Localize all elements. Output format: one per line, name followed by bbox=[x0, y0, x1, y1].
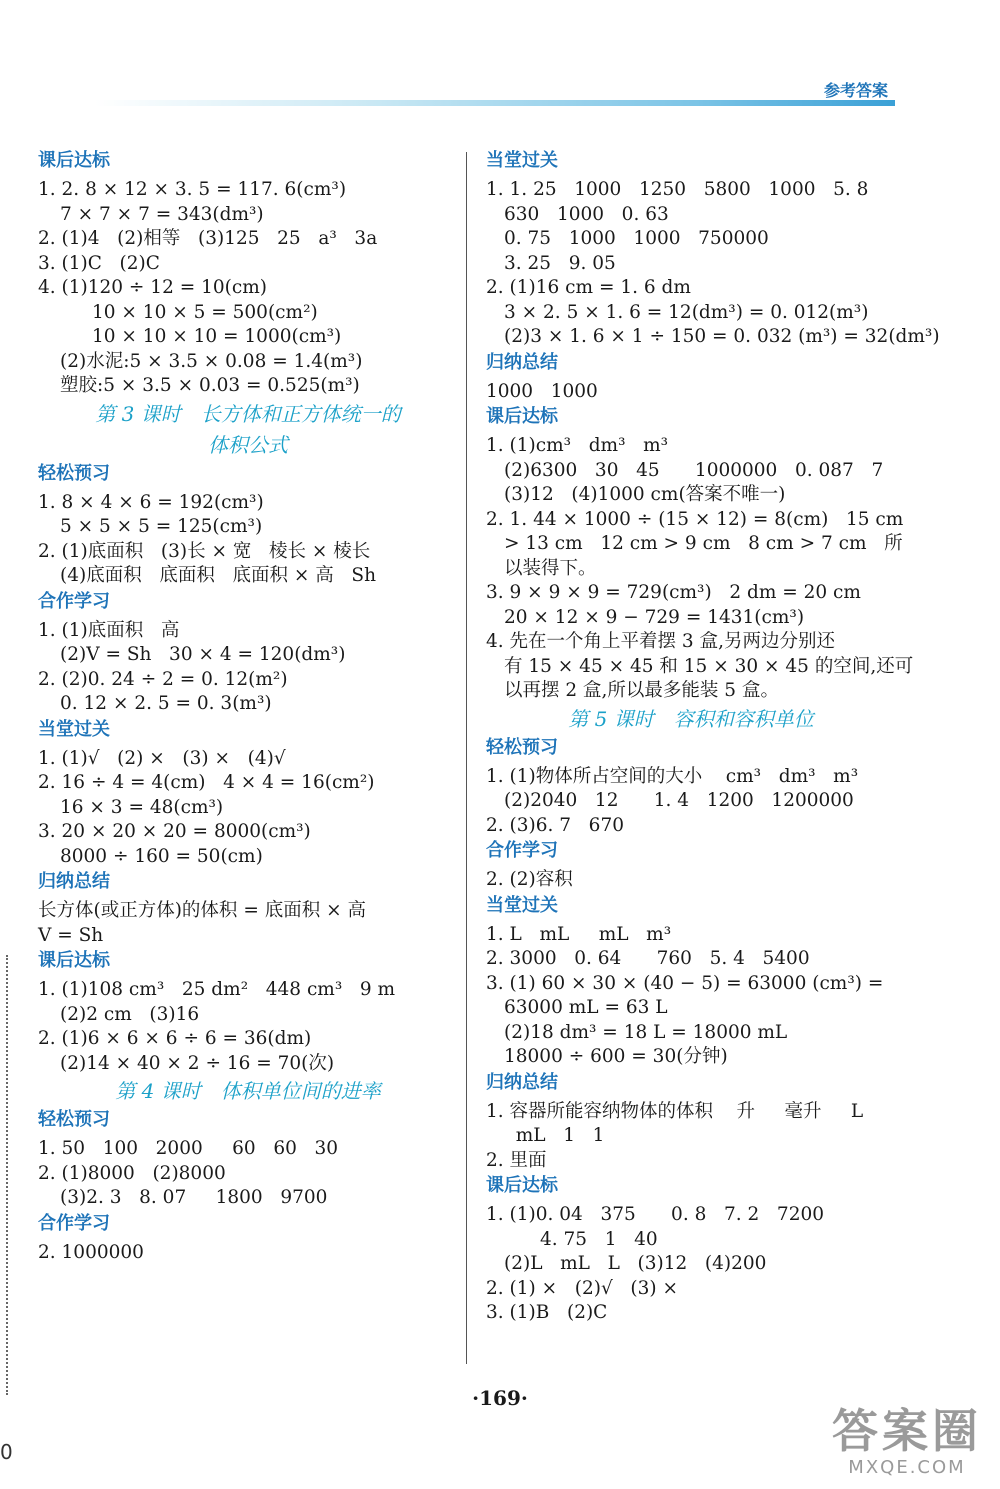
answer-line: 3. (1) 60 × 30 × (40 − 5) = 63000 (cm³) = bbox=[486, 972, 884, 994]
section-heading: 当堂过关 bbox=[486, 894, 558, 916]
answer-line: 1. (1)108 cm³ 25 dm² 448 cm³ 9 m bbox=[38, 979, 396, 1000]
answer-line: 1. (1)cm³ dm³ m³ bbox=[486, 435, 669, 456]
answer-line: (2)18 dm³ = 18 L = 18000 mL bbox=[504, 1021, 788, 1043]
answer-line: 2. (1)4 (2)相等 (3)125 25 a³ 3a bbox=[38, 228, 378, 249]
answer-line: 2. (1)底面积 (3)长 × 宽 棱长 × 棱长 bbox=[38, 540, 371, 562]
answer-line: 20 × 12 × 9 − 729 = 1431(cm³) bbox=[504, 606, 805, 628]
answer-line: (2)6300 30 45 1000000 0. 087 7 bbox=[504, 459, 884, 481]
answer-line: 2. (2)容积 bbox=[486, 869, 573, 890]
answer-line: 1. (1)√ (2) × (3) × (4)√ bbox=[38, 747, 286, 769]
answer-line: 1. 容器所能容纳物体的体积 升 毫升 L bbox=[486, 1100, 864, 1122]
answer-line: (2)3 × 1. 6 × 1 ÷ 150 = 0. 032 (m³) = 32(dm³) bbox=[504, 326, 940, 347]
section-heading: 轻松预习 bbox=[38, 462, 110, 484]
answer-line: (3)2. 3 8. 07 1800 9700 bbox=[60, 1187, 328, 1208]
section-heading: 当堂过关 bbox=[486, 150, 558, 171]
answer-line: 2. (1)6 × 6 × 6 ÷ 6 = 36(dm) bbox=[38, 1028, 312, 1049]
answer-line: 3. 25 9. 05 bbox=[504, 252, 616, 274]
answer-line: 10 × 10 × 5 = 500(cm²) bbox=[92, 301, 318, 323]
answer-line: 630 1000 0. 63 bbox=[504, 203, 669, 225]
section-heading: 课后达标 bbox=[486, 406, 558, 427]
section-heading: 合作学习 bbox=[38, 590, 110, 612]
answer-line: 2. (1)8000 (2)8000 bbox=[38, 1162, 226, 1184]
answer-line: (2)V = Sh 30 × 4 = 120(dm³) bbox=[60, 644, 346, 665]
section-heading: 课后达标 bbox=[38, 150, 110, 171]
answer-line: 8000 ÷ 160 = 50(cm) bbox=[60, 845, 263, 867]
answer-line: 2. (1) × (2)√ (3) × bbox=[486, 1277, 678, 1299]
answer-line: 1. 2. 8 × 12 × 3. 5 = 117. 6(cm³) bbox=[38, 179, 347, 200]
answer-line: 16 × 3 = 48(cm³) bbox=[60, 796, 224, 818]
answer-line: 0. 75 1000 1000 750000 bbox=[504, 228, 769, 249]
answer-line: 10 × 10 × 10 = 1000(cm³) bbox=[92, 326, 342, 347]
answer-line: 2. 里面 bbox=[486, 1149, 547, 1171]
answer-line: 以装得下。 bbox=[504, 557, 597, 579]
answer-line: 2. 16 ÷ 4 = 4(cm) 4 × 4 = 16(cm²) bbox=[38, 772, 375, 793]
answer-line: 4. 75 1 40 bbox=[540, 1228, 658, 1250]
answer-line: (2)14 × 40 × 2 ÷ 16 = 70(次) bbox=[60, 1052, 335, 1074]
lesson-title: 第 5 课时 容积和容积单位 bbox=[568, 706, 814, 731]
answer-line: (2)2 cm (3)16 bbox=[60, 1003, 200, 1025]
answer-line: 1. 50 100 2000 60 60 30 bbox=[38, 1138, 339, 1159]
section-heading: 轻松预习 bbox=[486, 736, 558, 758]
answer-line: 4. (1)120 ÷ 12 = 10(cm) bbox=[38, 277, 267, 298]
answer-line: 18000 ÷ 600 = 30(分钟) bbox=[504, 1046, 728, 1067]
answer-line: 2. (3)6. 7 670 bbox=[486, 814, 624, 836]
section-heading: 归纳总结 bbox=[486, 1071, 558, 1093]
answer-line: 3 × 2. 5 × 1. 6 = 12(dm³) = 0. 012(m³) bbox=[504, 301, 869, 323]
answer-line: 长方体(或正方体)的体积 = 底面积 × 高 bbox=[38, 900, 366, 921]
lesson-title: 第 4 课时 体积单位间的进率 bbox=[115, 1079, 381, 1103]
section-heading: 归纳总结 bbox=[486, 351, 558, 373]
answer-line: 有 15 × 45 × 45 和 15 × 30 × 45 的空间,还可 bbox=[504, 655, 914, 677]
watermark-text: 答案圈 bbox=[832, 1404, 982, 1458]
answer-line: 3. 20 × 20 × 20 = 8000(cm³) bbox=[38, 821, 311, 842]
watermark-logo bbox=[832, 1405, 982, 1479]
answer-line: 1. (1)物体所占空间的大小 cm³ dm³ m³ bbox=[486, 765, 859, 787]
answer-line: (2)水泥:5 × 3.5 × 0.08 = 1.4(m³) bbox=[60, 350, 363, 372]
answer-line: 2. (1)16 cm = 1. 6 dm bbox=[486, 277, 691, 298]
answer-line: 1. L mL mL m³ bbox=[486, 923, 672, 945]
answer-line: 7 × 7 × 7 = 343(dm³) bbox=[60, 203, 264, 225]
answer-line: (2)L mL L (3)12 (4)200 bbox=[504, 1253, 767, 1274]
column-divider bbox=[466, 152, 467, 1364]
page-header bbox=[0, 0, 1000, 140]
answer-line: (2)2040 12 1. 4 1200 1200000 bbox=[504, 790, 854, 811]
section-heading: 归纳总结 bbox=[38, 871, 110, 892]
answer-line: 3. (1)B (2)C bbox=[486, 1302, 608, 1323]
lesson-title: 第 3 课时 长方体和正方体统一的 bbox=[95, 401, 401, 426]
answer-line: 以再摆 2 盒,所以最多能装 5 盒。 bbox=[504, 680, 779, 701]
answer-line: (3)12 (4)1000 cm(答案不唯一) bbox=[504, 484, 786, 505]
lesson-title: 体积公式 bbox=[208, 432, 288, 457]
answer-line: 0. 12 × 2. 5 = 0. 3(m³) bbox=[60, 693, 272, 714]
answer-line: 2. 1000000 bbox=[38, 1241, 144, 1263]
answer-line: 2. 3000 0. 64 760 5. 4 5400 bbox=[486, 948, 810, 969]
answer-line: 4. 先在一个角上平着摆 3 盒,另两边分别还 bbox=[486, 631, 835, 652]
answer-line: 2. (2)0. 24 ÷ 2 = 0. 12(m²) bbox=[38, 668, 288, 690]
answer-line: 3. (1)C (2)C bbox=[38, 252, 160, 274]
section-heading: 课后达标 bbox=[38, 950, 110, 971]
section-heading: 课后达标 bbox=[486, 1175, 558, 1196]
binding-dotted-line bbox=[6, 955, 8, 1395]
watermark-url: MXQE.COM bbox=[848, 1457, 966, 1478]
answer-line: 1. 8 × 4 × 6 = 192(cm³) bbox=[38, 491, 264, 513]
section-heading: 轻松预习 bbox=[38, 1109, 110, 1130]
answer-line: 63000 mL = 63 L bbox=[504, 997, 668, 1018]
answer-line: 1. (1)0. 04 375 0. 8 7. 2 7200 bbox=[486, 1204, 825, 1225]
answer-line: (4)底面积 底面积 底面积 × 高 Sh bbox=[60, 565, 376, 586]
edge-mark: 0 bbox=[0, 1440, 13, 1464]
answer-line: 1. 1. 25 1000 1250 5800 1000 5. 8 bbox=[486, 179, 869, 200]
answer-line: V = Sh bbox=[38, 924, 104, 946]
header-gradient-bar bbox=[95, 100, 895, 106]
header-title: 参考答案 bbox=[823, 81, 888, 100]
answer-line: mL 1 1 bbox=[504, 1125, 605, 1146]
answer-line: 1000 1000 bbox=[486, 380, 598, 402]
answer-line: > 13 cm 12 cm > 9 cm 8 cm > 7 cm 所 bbox=[504, 533, 903, 554]
left-column bbox=[38, 148, 458, 1265]
right-column bbox=[486, 148, 940, 1326]
section-heading: 合作学习 bbox=[486, 840, 558, 861]
answer-line: 3. 9 × 9 × 9 = 729(cm³) 2 dm = 20 cm bbox=[486, 582, 861, 603]
section-heading: 当堂过关 bbox=[38, 718, 110, 740]
answer-line: 5 × 5 × 5 = 125(cm³) bbox=[60, 516, 263, 537]
section-heading: 合作学习 bbox=[38, 1212, 110, 1234]
answer-line: 2. 1. 44 × 1000 ÷ (15 × 12) = 8(cm) 15 cm bbox=[486, 508, 904, 530]
page-number: ·169· bbox=[472, 1386, 528, 1410]
answer-line: 塑胶:5 × 3.5 × 0.03 = 0.525(m³) bbox=[60, 375, 360, 396]
answer-line: 1. (1)底面积 高 bbox=[38, 619, 180, 641]
